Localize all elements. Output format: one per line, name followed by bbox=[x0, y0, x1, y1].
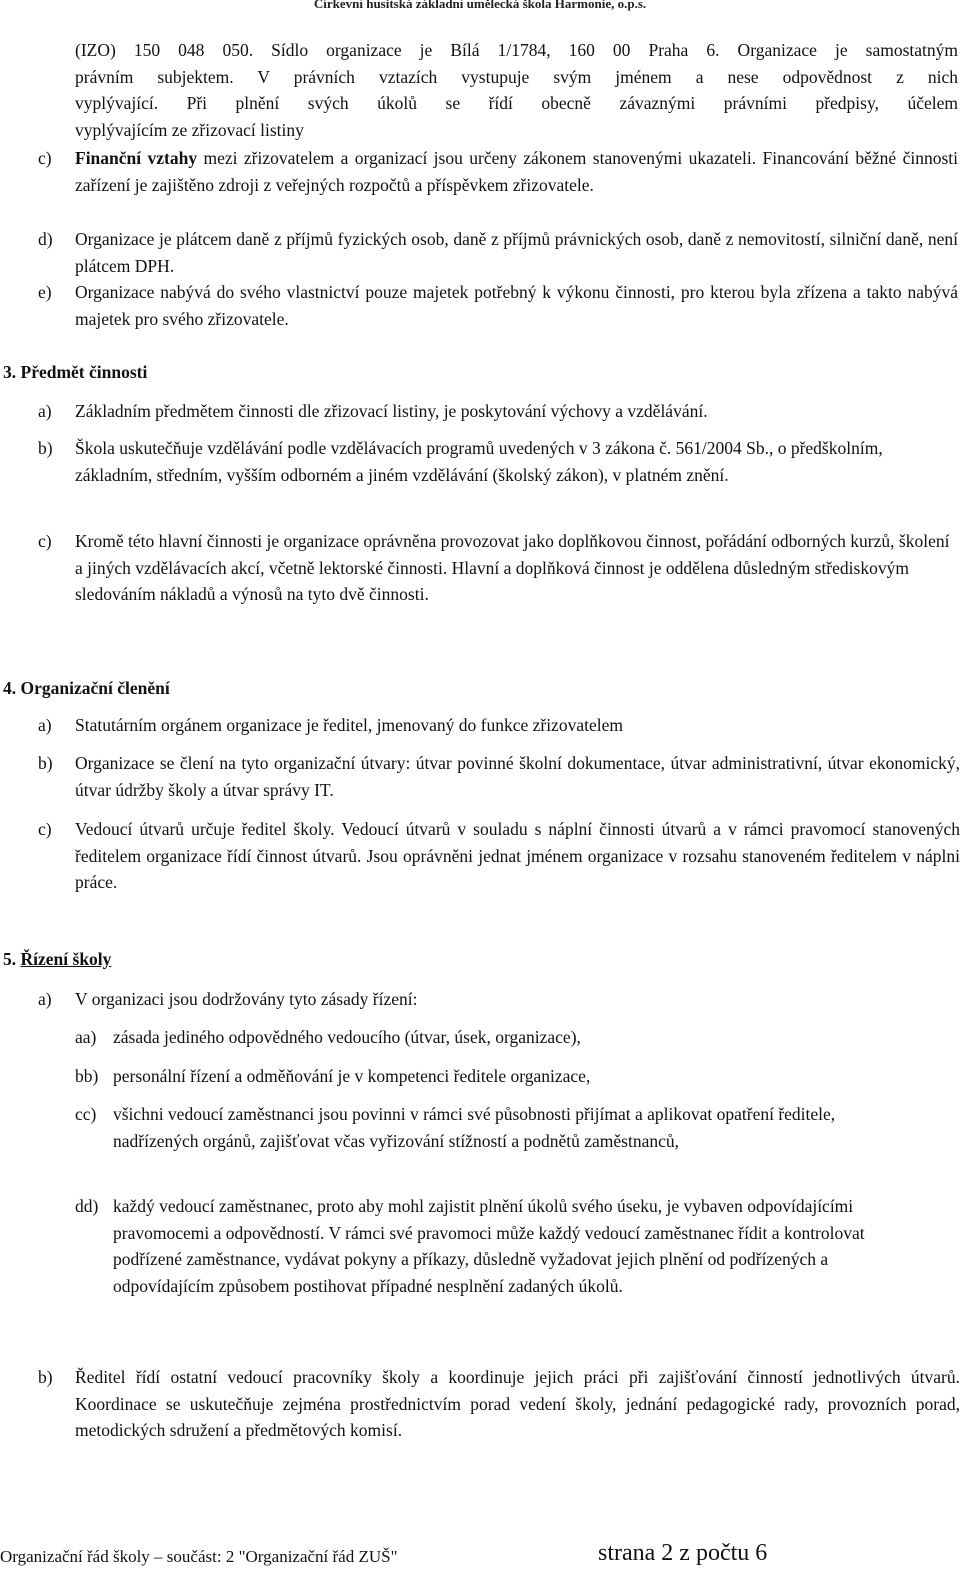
intro-line-3: vyplývající. Při plnění svých úkolů se řídí obecně závaznými právními předpisy, účelem bbox=[75, 93, 958, 113]
bold-term: Finanční vztahy bbox=[75, 148, 198, 168]
item-label: a) bbox=[38, 989, 52, 1009]
item-text: Finanční vztahy mezi zřizovatelem a organizací jsou určeny zákonem stanovenými ukazateli. Financování běžné činnosti zařízení je zajištěno zdroji z veřejných rozpočtů a příspěvkem zřizovatele. bbox=[75, 148, 958, 195]
item-label: b) bbox=[38, 753, 53, 773]
footer-page-number: strana 2 z počtu 6 bbox=[598, 1540, 768, 1566]
subitem-label: dd) bbox=[75, 1196, 99, 1216]
section2-item-c bbox=[38, 145, 958, 198]
item-text: Organizace je plátcem daně z příjmů fyzických osob, daně z příjmů právnických osob, daně z nemovitostí, silniční daně, není plátcem DPH. bbox=[75, 229, 958, 276]
item-label: d) bbox=[38, 229, 53, 249]
subitem-text: všichni vedoucí zaměstnanci jsou povinni v rámci své působnosti přijímat a aplikovat opatření ředitele, nadřízených orgánů, zajišťovat včas vyřizování stížností a podnětů zaměstnanců, bbox=[113, 1104, 836, 1151]
section5-item-b bbox=[38, 1364, 958, 1444]
subitem-text: personální řízení a odměňování je v kompetenci ředitele organizace, bbox=[113, 1066, 591, 1086]
item-label: c) bbox=[38, 531, 52, 551]
intro-paragraph bbox=[38, 37, 958, 143]
item-text: Škola uskutečňuje vzdělávání podle vzdělávacích programů uvedených v 3 zákona č. 561/2004 Sb., o předškolním, základním, středním, vyšším odborném a jiném vzdělávání (školský zákon), v platném znění. bbox=[75, 438, 883, 485]
item-label: a) bbox=[38, 715, 52, 735]
section2-item-d bbox=[38, 226, 958, 279]
item-text: Organizace se člení na tyto organizační útvary: útvar povinné školní dokumentace, útvar administrativní, útvar ekonomický, útvar údržby školy a útvar správy IT. bbox=[75, 753, 960, 800]
subitem-label: bb) bbox=[75, 1066, 99, 1086]
section3-item-a bbox=[38, 398, 958, 425]
item-text: Statutárním orgánem organizace je ředitel, jmenovaný do funkce zřizovatelem bbox=[75, 715, 623, 735]
item-text: V organizaci jsou dodržovány tyto zásady řízení: bbox=[75, 989, 418, 1009]
subitem-label: cc) bbox=[75, 1104, 97, 1124]
intro-line-4: vyplývajícím ze zřizovací listiny bbox=[75, 119, 304, 140]
section4-item-a bbox=[38, 712, 958, 739]
item-text: Vedoucí útvarů určuje ředitel školy. Vedoucí útvarů v souladu s náplní činnosti útvarů a v rámci pravomocí stanovených ředitelem organizace řídí činnost útvarů. Jsou oprávněni jednat jménem organizace v rozsahu stanoveném ředitelem v náplni práce. bbox=[75, 819, 960, 892]
intro-line-2: právním subjektem. V právních vztazích vystupuje svým jménem a nese odpovědnost z nich bbox=[75, 66, 958, 87]
section3-item-b bbox=[38, 435, 958, 488]
page-header: Církevní husitská základní umělecká škola Harmonie, o.p.s. bbox=[313, 0, 647, 11]
item-text: Kromě této hlavní činnosti je organizace oprávněna provozovat jako doplňkovou činnost, pořádání odborných kurzů, školení a jiných vzdělávacích akcí, včetně lektorské činnosti. Hlavní a doplňková činnost je oddělena důsledným střediskovým sledováním nákladů a výnosů na tyto dvě činnosti. bbox=[75, 531, 950, 604]
footer-left: Organizační řád školy – součást: 2 "Organizační řád ZUŠ" bbox=[0, 1547, 398, 1566]
item-label: c) bbox=[38, 148, 52, 168]
section5-title-underlined: Řízení školy bbox=[20, 949, 112, 969]
item-label: a) bbox=[38, 401, 52, 421]
section5-subitem-dd bbox=[38, 1193, 958, 1299]
section5-item-a bbox=[38, 986, 958, 1013]
section4-item-b bbox=[38, 750, 958, 803]
intro-line-1: (IZO) 150 048 050. Sídlo organizace je Bílá 1/1784, 160 00 Praha 6. Organizace je samostatným bbox=[75, 40, 958, 60]
item-label: b) bbox=[38, 438, 53, 458]
item-text: Ředitel řídí ostatní vedoucí pracovníky školy a koordinuje jejich práci při zajišťování činností jednotlivých útvarů. Koordinace se uskutečňuje zejména prostřednictvím porad vedení školy, jednání pedagogické rady, provozních porad, metodických sdružení a předmětových komisí. bbox=[75, 1367, 960, 1440]
subitem-text: každý vedoucí zaměstnanec, proto aby mohl zajistit plnění úkolů svého úseku, je vybaven odpovídajícími pravomocemi a odpovědností. V rámci své pravomoci může každý vedoucí zaměstnanec řídit a kontrolovat podřízené zaměstnance, vydávat pokyny a příkazy, důsledně vyžadovat jejich plnění od podřízených a odpovídajícím způsobem postihovat případné nesplnění zadaných úkolů. bbox=[113, 1196, 865, 1296]
subitem-label: aa) bbox=[75, 1027, 97, 1047]
item-text: Základním předmětem činnosti dle zřizovací listiny, je poskytování výchovy a vzdělávání. bbox=[75, 401, 708, 421]
item-label: b) bbox=[38, 1367, 53, 1387]
section5-title: 5. Řízení školy bbox=[3, 949, 112, 969]
item-label: c) bbox=[38, 819, 52, 839]
item-label: e) bbox=[38, 282, 52, 302]
section5-subitem-aa bbox=[38, 1024, 958, 1051]
section4-title: 4. Organizační členění bbox=[3, 678, 170, 698]
section2-item-e bbox=[38, 279, 958, 332]
item-text: Organizace nabývá do svého vlastnictví pouze majetek potřebný k výkonu činnosti, pro kterou byla zřízena a takto nabývá majetek pro svého zřizovatele. bbox=[75, 282, 958, 329]
section3-item-c bbox=[38, 528, 958, 608]
section5-subitem-bb bbox=[38, 1063, 958, 1090]
section4-item-c bbox=[38, 816, 958, 896]
subitem-text: zásada jediného odpovědného vedoucího (útvar, úsek, organizace), bbox=[113, 1027, 581, 1047]
section3-title: 3. Předmět činnosti bbox=[3, 362, 148, 382]
section5-subitem-cc bbox=[38, 1101, 958, 1154]
